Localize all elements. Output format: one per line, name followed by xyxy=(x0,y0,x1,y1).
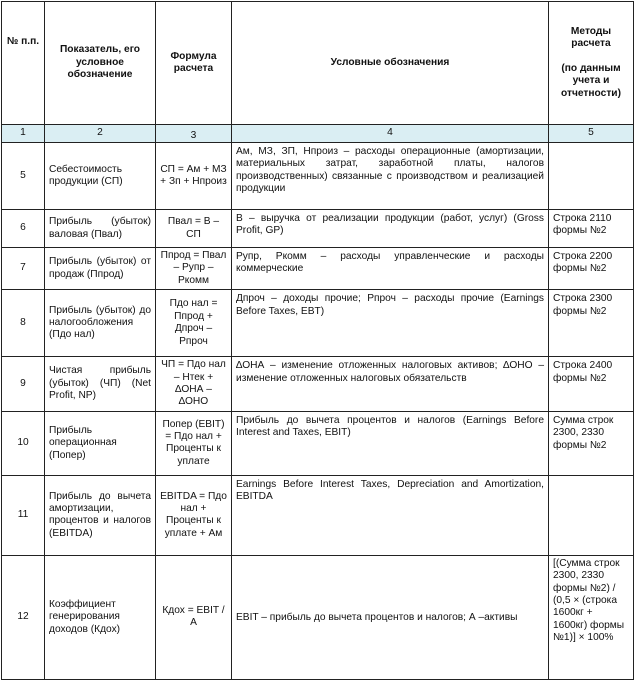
column-number: 1 xyxy=(2,125,45,143)
notation: Дпроч – доходы прочие; Рпроч – расходы прочие (Earnings Before Taxes, EBT) xyxy=(232,290,549,357)
formula: Пвал = В – СП xyxy=(156,210,232,248)
header-col-indicator: Показатель, его условное обозначение xyxy=(45,2,156,125)
column-number: 4 xyxy=(232,125,549,143)
header-method-subtitle: (по данным учета и отчетности) xyxy=(561,62,621,99)
formula: Пдо нал = Ппрод + Дпроч – Рпроч xyxy=(156,290,232,357)
calc-method: Строка 2400 формы №2 xyxy=(549,357,634,412)
formula: СП = Ам + МЗ + Зп + Нпроиз xyxy=(156,143,232,210)
column-number: 5 xyxy=(549,125,634,143)
table-row xyxy=(2,555,634,679)
column-number: 2 xyxy=(45,125,156,143)
header-col-notation: Условные обозначения xyxy=(232,2,549,125)
table-row xyxy=(2,143,634,210)
header-method-title: Методы расчета xyxy=(570,25,612,50)
notation: Ам, МЗ, ЗП, Нпроиз – расходы операционные (амортизации, материальных затрат, заработной платы, налогов производственных) связанные с производством и реализацией продукции xyxy=(232,143,549,210)
row-number: 11 xyxy=(2,475,45,555)
indicator-name: Себестоимость продукции (СП) xyxy=(45,143,156,210)
formula: Кдох = EBIT / А xyxy=(156,555,232,679)
calc-method: [(Сумма строк 2300, 2330 формы №2) / (0,5 × (строка 1600кг + 1600кг) формы №1)] × 100% xyxy=(549,555,634,679)
formula: ЧП = Пдо нал – Нтек + ∆ОНА – ∆ОНО xyxy=(156,357,232,412)
row-number: 6 xyxy=(2,210,45,248)
table-row xyxy=(2,411,634,475)
column-number: 3 xyxy=(156,125,232,143)
table-row xyxy=(2,248,634,290)
indicator-name: Прибыль до вычета амортизации, процентов и налогов (EBITDA) xyxy=(45,475,156,555)
indicator-name: Чистая прибыль (убыток) (ЧП) (Net Profit, NP) xyxy=(45,357,156,412)
indicator-name: Коэффициент генерирования доходов (Кдох) xyxy=(45,555,156,679)
calc-method: Сумма строк 2300, 2330 формы №2 xyxy=(549,411,634,475)
table-row xyxy=(2,210,634,248)
calc-method: Строка 2300 формы №2 xyxy=(549,290,634,357)
column-number-row xyxy=(2,125,634,143)
table-row xyxy=(2,357,634,412)
indicators-table xyxy=(1,1,634,680)
header-col-number: № п.п. xyxy=(2,2,45,125)
calc-method: Строка 2200 формы №2 xyxy=(549,248,634,290)
formula: EBITDA = Пдо нал + Проценты к уплате + Ам xyxy=(156,475,232,555)
notation: Прибыль до вычета процентов и налогов (Earnings Before Interest and Taxes, EBIT) xyxy=(232,411,549,475)
notation: В – выручка от реализации продукции (работ, услуг) (Gross Profit, GP) xyxy=(232,210,549,248)
notation: EBIT – прибыль до вычета процентов и налогов; А –активы xyxy=(232,555,549,679)
row-number: 9 xyxy=(2,357,45,412)
calc-method xyxy=(549,143,634,210)
header-row xyxy=(2,2,634,125)
formula: Попер (EBIT) = Пдо нал + Проценты к уплате xyxy=(156,411,232,475)
row-number: 7 xyxy=(2,248,45,290)
table-row xyxy=(2,290,634,357)
indicator-name: Прибыль (убыток) до налогообложения (Пдо нал) xyxy=(45,290,156,357)
indicator-name: Прибыль (убыток) валовая (Пвал) xyxy=(45,210,156,248)
row-number: 5 xyxy=(2,143,45,210)
calc-method xyxy=(549,475,634,555)
row-number: 8 xyxy=(2,290,45,357)
row-number: 10 xyxy=(2,411,45,475)
indicator-name: Прибыль операционная (Попер) xyxy=(45,411,156,475)
notation: ∆ОНА – изменение отложенных налоговых активов; ∆ОНО – изменение отложенных налоговых обязательств xyxy=(232,357,549,412)
calc-method: Строка 2110 формы №2 xyxy=(549,210,634,248)
row-number: 12 xyxy=(2,555,45,679)
notation: Рупр, Ркомм – расходы управленческие и расходы коммерческие xyxy=(232,248,549,290)
formula: Ппрод = Пвал – Рупр – Ркомм xyxy=(156,248,232,290)
table-row xyxy=(2,475,634,555)
notation: Earnings Before Interest Taxes, Depreciation and Amortization, EBITDA xyxy=(232,475,549,555)
header-col-method xyxy=(549,2,634,125)
indicator-name: Прибыль (убыток) от продаж (Ппрод) xyxy=(45,248,156,290)
header-col-formula: Формула расчета xyxy=(156,2,232,125)
